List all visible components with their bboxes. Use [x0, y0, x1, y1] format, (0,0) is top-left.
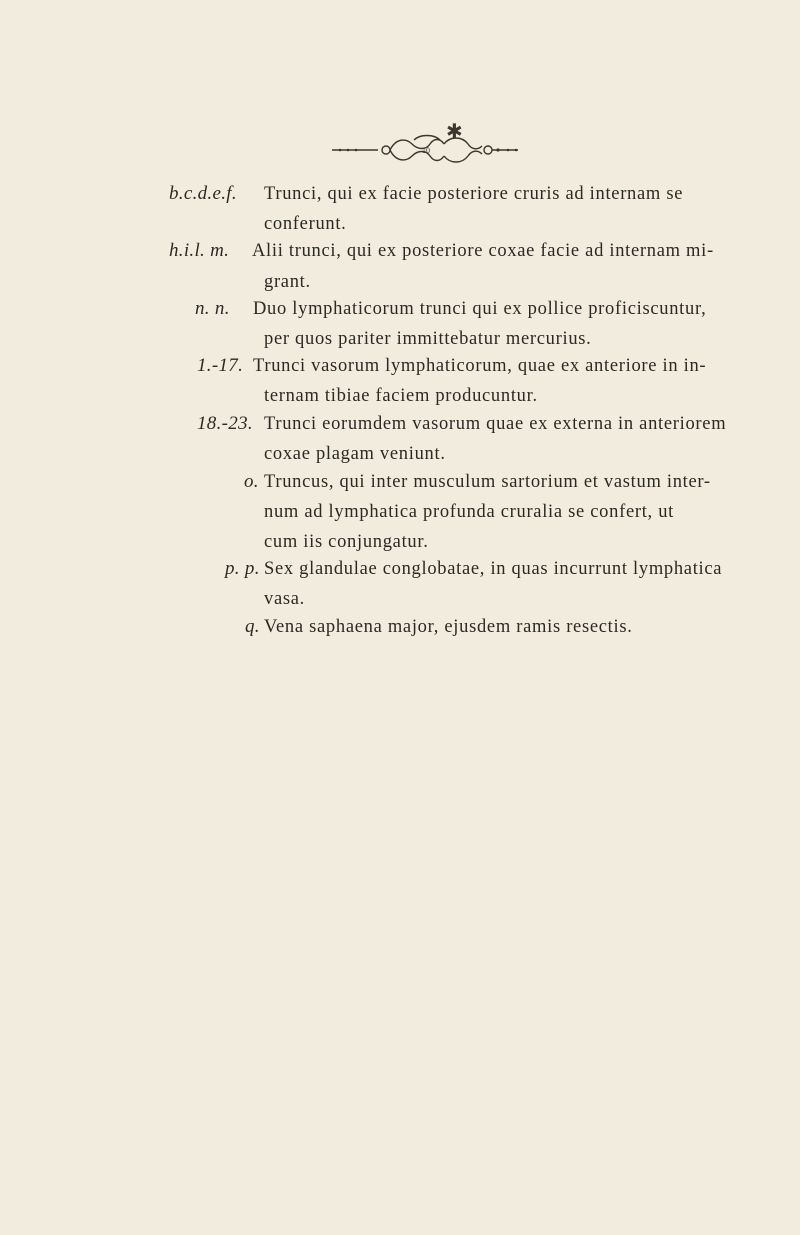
- svg-text:10: 10: [422, 146, 430, 155]
- entry-text-line: Alii trunci, qui ex posteriore coxae facie ad internam mi-: [252, 241, 714, 261]
- entry-text-line: vasa.: [264, 589, 305, 609]
- entry-label: p. p.: [225, 558, 260, 579]
- entry-text-line: num ad lymphatica profunda cruralia se confert, ut: [264, 502, 674, 522]
- star-ornament-icon: ✱: [446, 121, 463, 143]
- entry-text-line: per quos pariter immittebatur mercurius.: [264, 329, 592, 349]
- entry-label: 1.-17.: [197, 355, 244, 376]
- entry-label: q.: [245, 616, 260, 637]
- entry-text-line: Truncus, qui inter musculum sartorium et vastum inter-: [264, 472, 711, 492]
- entry-text-line: Trunci, qui ex facie posteriore cruris ad internam se: [264, 184, 684, 204]
- entry-label: 18.-23.: [197, 413, 253, 434]
- entry-text-line: Sex glandulae conglobatae, in quas incurrunt lymphatica: [264, 559, 723, 579]
- entry-label: h.i.l. m.: [169, 240, 230, 261]
- entry-text-line: Vena saphaena major, ejusdem ramis resectis.: [264, 617, 633, 637]
- entry-label: o.: [244, 471, 259, 492]
- entry-text-line: ternam tibiae faciem producuntur.: [264, 386, 538, 406]
- entry-text-line: coxae plagam veniunt.: [264, 444, 446, 464]
- vine-rule-ornament-icon: [330, 128, 520, 172]
- entry-text-line: Trunci eorumdem vasorum quae ex externa in anteriorem: [264, 414, 727, 434]
- entry-label: b.c.d.e.f.: [169, 183, 237, 204]
- entry-text-line: cum iis conjungatur.: [264, 532, 429, 552]
- entry-text-line: Trunci vasorum lymphaticorum, quae ex anteriore in in-: [253, 356, 707, 376]
- entry-label: n. n.: [195, 298, 230, 319]
- entry-text-line: Duo lymphaticorum trunci qui ex pollice proficiscuntur,: [253, 299, 707, 319]
- entry-text-line: grant.: [264, 272, 311, 292]
- entry-text-line: conferunt.: [264, 214, 347, 234]
